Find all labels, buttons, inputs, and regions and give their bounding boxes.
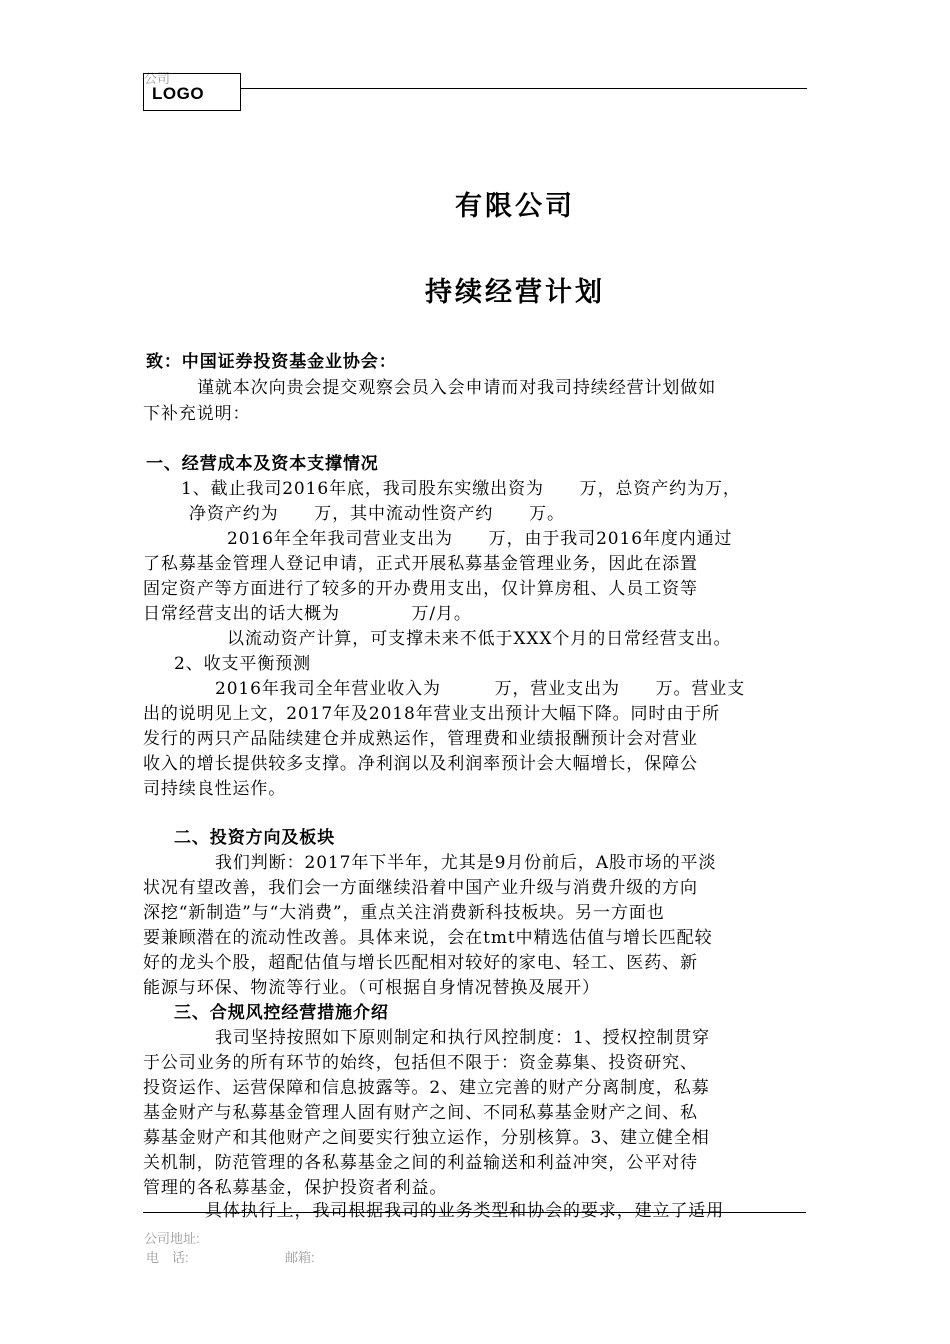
footer-address: 公司地址:	[144, 1231, 200, 1246]
header-company-label: 公司	[144, 71, 171, 86]
paragraph-line: 我司坚持按照如下原则制定和执行风控制度：1、授权控制贯穿	[215, 1028, 711, 1048]
paragraph-line: 于公司业务的所有环节的始终，包括但不限于：资金募集、投资研究、	[143, 1053, 698, 1073]
paragraph-line: 好的龙头个股，超配估值与增长匹配相对较好的家电、轻工、医药、新	[143, 953, 698, 973]
paragraph-line: 基金财产与私募基金管理人固有财产之间、不同私募基金财产之间、私	[143, 1103, 698, 1123]
section-heading: 一、经营成本及资本支撑情况	[146, 454, 379, 474]
intro-line: 下补充说明：	[143, 404, 251, 424]
addressee: 致：中国证券投资基金业协会：	[146, 352, 397, 372]
paragraph-line: 要兼顾潜在的流动性改善。具体来说，会在tmt中精选估值与增长匹配较	[143, 928, 713, 948]
footer-phone: 电 话:	[146, 1250, 189, 1265]
paragraph-line: 发行的两只产品陆续建仓并成熟运作，管理费和业绩报酬预计会对营业	[143, 729, 698, 749]
plan-title: 持续经营计划	[425, 277, 605, 308]
footer-rule	[143, 1212, 806, 1213]
paragraph-line: 1、截止我司2016年底，我司股东实缴出资为 万，总资产约为万，	[181, 479, 741, 499]
paragraph-line: 2016年我司全年营业收入为 万，营业支出为 万。营业支	[215, 679, 746, 699]
footer-email: 邮箱:	[285, 1250, 315, 1265]
paragraph-line: 收入的增长提供较多支撑。净利润以及利润率预计会大幅增长，保障公	[143, 754, 698, 774]
paragraph-line: 关机制，防范管理的各私募基金之间的利益输送和利益冲突，公平对待	[143, 1153, 698, 1173]
paragraph-line: 状况有望改善，我们会一方面继续沿着中国产业升级与消费升级的方向	[143, 878, 698, 898]
subheading: 2、收支平衡预测	[174, 654, 312, 674]
company-title: 有限公司	[455, 191, 575, 222]
paragraph-line: 具体执行上，我司根据我司的业务类型和协会的要求，建立了适用	[205, 1201, 725, 1221]
paragraph-line: 我们判断：2017年下半年，尤其是9月份前后，A股市场的平淡	[215, 853, 717, 873]
paragraph-line: 募基金财产和其他财产之间要实行独立运作，分别核算。3、建立健全相	[143, 1128, 710, 1148]
paragraph-line: 了私募基金管理人登记申请，正式开展私募基金管理业务，因此在添置	[143, 554, 698, 574]
intro-line: 谨就本次向贵会提交观察会员入会申请而对我司持续经营计划做如	[197, 378, 717, 398]
paragraph-line: 深挖“新制造”与“大消费”，重点关注消费新科技板块。另一方面也	[143, 903, 665, 923]
paragraph-line: 日常经营支出的话大概为 万/月。	[143, 604, 472, 624]
paragraph-line: 司持续良性运作。	[143, 779, 287, 799]
paragraph-line: 以流动资产计算，可支撑未来不低于XXX个月的日常经营支出。	[227, 629, 732, 649]
paragraph-line: 固定资产等方面进行了较多的开办费用支出，仅计算房租、人员工资等	[143, 579, 698, 599]
logo: LOGO	[152, 84, 205, 103]
paragraph-line: 出的说明见上文，2017年及2018年营业支出预计大幅下降。同时由于所	[143, 704, 721, 724]
paragraph-line: 2016年全年我司营业支出为 万，由于我司2016年度内通过	[227, 529, 733, 549]
section-heading: 三、合规风控经营措施介绍	[174, 1003, 389, 1023]
paragraph-line: 能源与环保、物流等行业。（可根据自身情况替换及展开）	[143, 978, 600, 998]
section-heading: 二、投资方向及板块	[174, 828, 336, 848]
paragraph-line: 投资运作、运营保障和信息披露等。2、建立完善的财产分离制度，私募	[143, 1078, 710, 1098]
header-rule	[241, 88, 807, 89]
paragraph-line: 管理的各私募基金，保护投资者利益。	[143, 1178, 448, 1198]
paragraph-line: 净资产约为 万，其中流动性资产约 万。	[189, 504, 565, 524]
